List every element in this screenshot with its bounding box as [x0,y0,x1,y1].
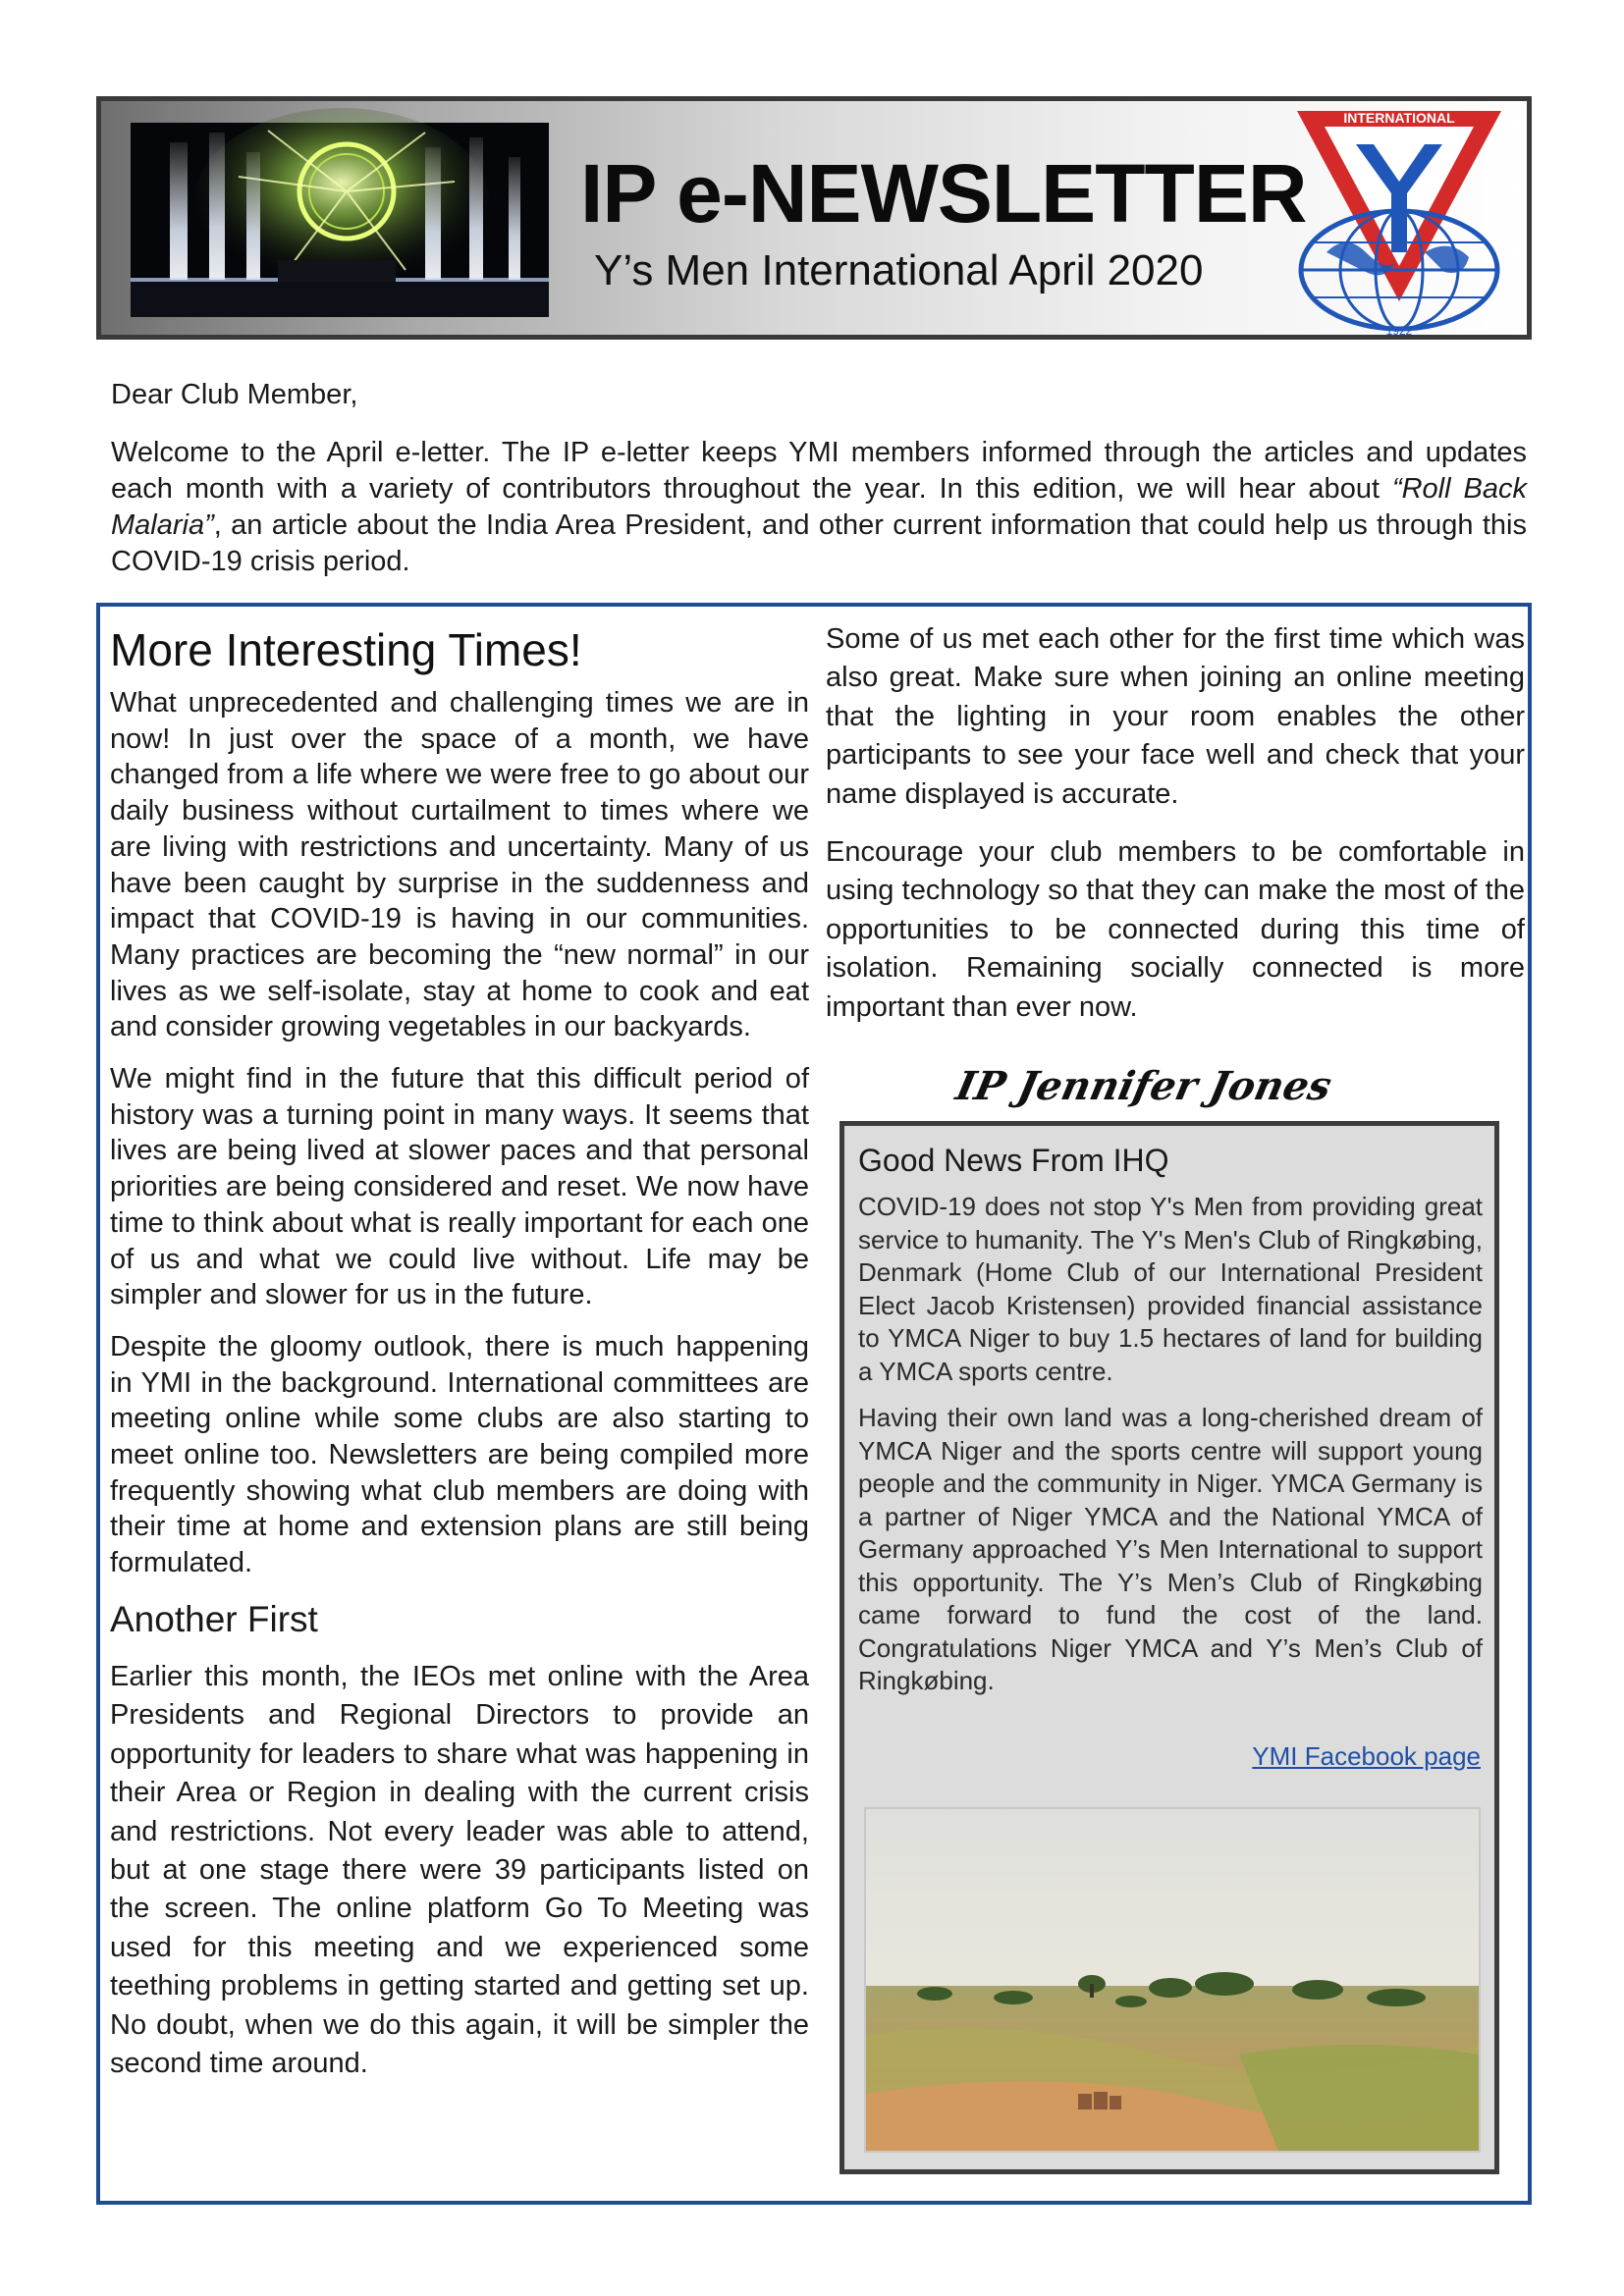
newsletter-subtitle: Y’s Men International April 2020 [594,246,1204,294]
good-news-paragraph: COVID-19 does not stop Y's Men from providing great service to humanity. The Y's Men's Club of Ringkøbing, Denmark (Home Club of our International President Elect Jacob Kristensen) provided financial assistance to YMCA Niger to buy 1.5 hectares of land for building a YMCA sports centre. [858,1192,1483,1386]
good-news-box [839,1121,1499,2174]
fountain-light-show-image [131,123,549,317]
article-paragraph: We might find in the future that this difficult period of history was a turning point in many ways. It seems that lives are being lived at slower paces and that personal priorities are being considered and reset. We now have time to think about what is really important for each one of us and what we could live without. Life may be simpler and slower for us in the future. [110,1063,809,1311]
welcome-text-part1: Welcome to the April e-letter. The IP e-letter keeps YMI members informed through the articles and updates each month with a variety of contributors throughout the year. In this edition, we will hear about [111,437,1527,505]
article-paragraph: What unprecedented and challenging times we are in now! In just over the space of a month, we have changed from a life where we were free to go about our daily business without curtailment to times where we are living with restrictions and uncertainty. Many of us have been caught by surprise in the suddenness and impact that COVID-19 is having in our communities. Many practices are becoming the “new normal” in our lives as we self-isolate, stay at home to cook and eat and consider growing vegetables in our backyards. [110,687,809,1043]
newsletter-title: IP e-NEWSLETTER [580,147,1307,240]
signature-text: IP Jennifer Jones [951,1062,1336,1109]
welcome-text-part2: , an article about the India Area President, and other current information that could help us through this COVID-19 crisis period. [111,509,1527,577]
roll-back-malaria-title: “Roll Back Malaria” [111,473,1527,541]
good-news-paragraph: Having their own land was a long-cherished dream of YMCA Niger and the sports centre will support young people and the community in Niger. YMCA Germany is a partner of Niger YMCA and the National YMCA of Germany approached Y’s Men International to support this opportunity. The Y’s Men’s Club of Ringkøbing came forward to fund the cost of the land. Congratulations Niger YMCA and Y’s Men’s Club of Ringkøbing. [858,1403,1483,1695]
article-paragraph: Despite the gloomy outlook, there is much happening in YMI in the background. International committees are meeting online while some clubs are also starting to meet online too. Newsletters are being compiled more frequently showing what club members are doing with their time at home and extension plans are still being formulated. [110,1330,809,1579]
article-paragraph: Encourage your club members to be comfortable in using technology so that they can make the most of the opportunities to be connected during this time of isolation. Remaining socially connected is more important than ever now. [826,836,1525,1023]
article-left-column [110,620,809,2099]
article-right-column [826,620,1525,1046]
article-title: More Interesting Times! [110,624,582,675]
logo-year-text: 1922 [1385,324,1413,338]
welcome-paragraph [111,435,1527,580]
good-news-title: Good News From IHQ [858,1143,1169,1178]
ip-signature [951,1044,1336,1133]
ymi-facebook-link[interactable]: YMI Facebook page [1252,1741,1481,1771]
another-first-heading: Another First [110,1598,318,1639]
article-paragraph: Some of us met each other for the first time which was also great. Make sure when joining an online meeting that the lighting in your room enables the other participants to see your face well and check that your name displayed is accurate. [826,623,1525,810]
intro-section [111,377,1527,602]
good-news-body [858,1191,1483,1712]
another-first-paragraph: Earlier this month, the IEOs met online with the Area Presidents and Regional Directors to provide an opportunity for leaders to share what was happening in their Area or Region in dealing with the current crisis and restrictions. Not every leader was able to attend, but at one stage there were 39 participants listed on the screen. The online platform Go To Meeting was used for this meeting and we experienced some teething problems in getting started and getting set up. No doubt, when we do this again, it will be simpler the second time around. [110,1660,809,2079]
newsletter-banner [96,96,1532,340]
ys-men-international-logo [1287,105,1511,337]
niger-land-photo [864,1807,1481,2153]
logo-international-text: INTERNATIONAL [1343,110,1455,126]
greeting: Dear Club Member, [111,379,358,410]
